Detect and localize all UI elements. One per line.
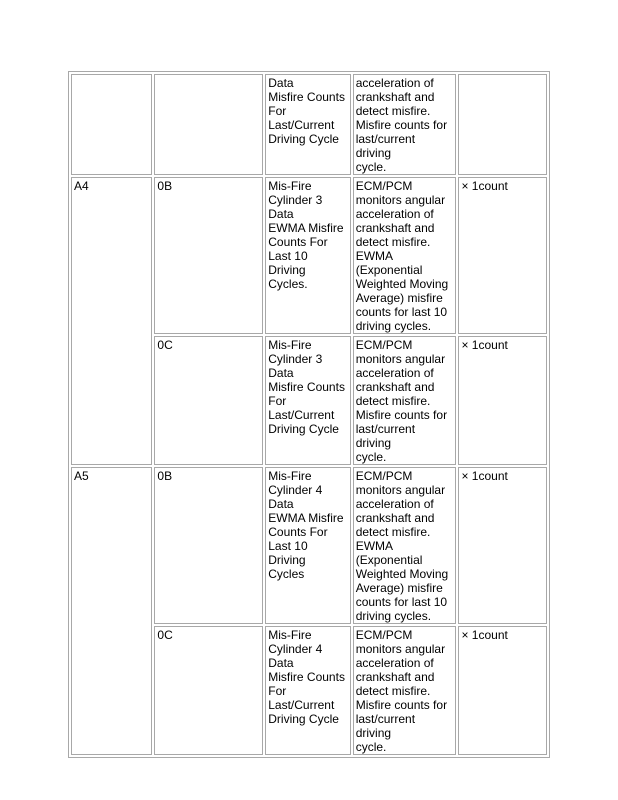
description-cell: Mis-Fire Cylinder 4 Data Misfire Counts For Last/Current Driving Cycle	[265, 626, 350, 755]
description-cell: Mis-Fire Cylinder 3 Data Misfire Counts For Last/Current Driving Cycle	[265, 336, 350, 465]
description-cell: Mis-Fire Cylinder 4 Data EWMA Misfire Counts For Last 10 Driving Cycles	[265, 467, 350, 624]
definition-cell: ECM/PCM monitors angular acceleration of crankshaft and detect misfire. Misfire counts for last/current driving cycle.	[353, 336, 457, 465]
test-id-cell	[71, 74, 152, 175]
unit-cell	[458, 74, 547, 175]
unit-cell: × 1count	[458, 626, 547, 755]
definition-cell: acceleration of crankshaft and detect misfire. Misfire counts for last/current driving cycle.	[353, 74, 457, 175]
definition-cell: ECM/PCM monitors angular acceleration of crankshaft and detect misfire. EWMA (Exponential Weighted Moving Average) misfire counts for last 10 driving cycles.	[353, 177, 457, 334]
component-id-cell: 0C	[154, 626, 263, 755]
test-id-cell: A5	[71, 467, 152, 755]
component-id-cell: 0B	[154, 177, 263, 334]
component-id-cell: 0C	[154, 336, 263, 465]
component-id-cell: 0B	[154, 467, 263, 624]
test-id-cell: A4	[71, 177, 152, 465]
description-cell: Mis-Fire Cylinder 3 Data EWMA Misfire Counts For Last 10 Driving Cycles.	[265, 177, 350, 334]
unit-cell: × 1count	[458, 177, 547, 334]
table-row	[71, 74, 547, 175]
description-cell: Data Misfire Counts For Last/Current Driving Cycle	[265, 74, 350, 175]
table-row	[71, 177, 547, 334]
definition-cell: ECM/PCM monitors angular acceleration of crankshaft and detect misfire. Misfire counts for last/current driving cycle.	[353, 626, 457, 755]
misfire-data-table	[68, 71, 550, 758]
unit-cell: × 1count	[458, 336, 547, 465]
definition-cell: ECM/PCM monitors angular acceleration of crankshaft and detect misfire. EWMA (Exponential Weighted Moving Average) misfire counts for last 10 driving cycles.	[353, 467, 457, 624]
table-row	[71, 467, 547, 624]
unit-cell: × 1count	[458, 467, 547, 624]
component-id-cell	[154, 74, 263, 175]
